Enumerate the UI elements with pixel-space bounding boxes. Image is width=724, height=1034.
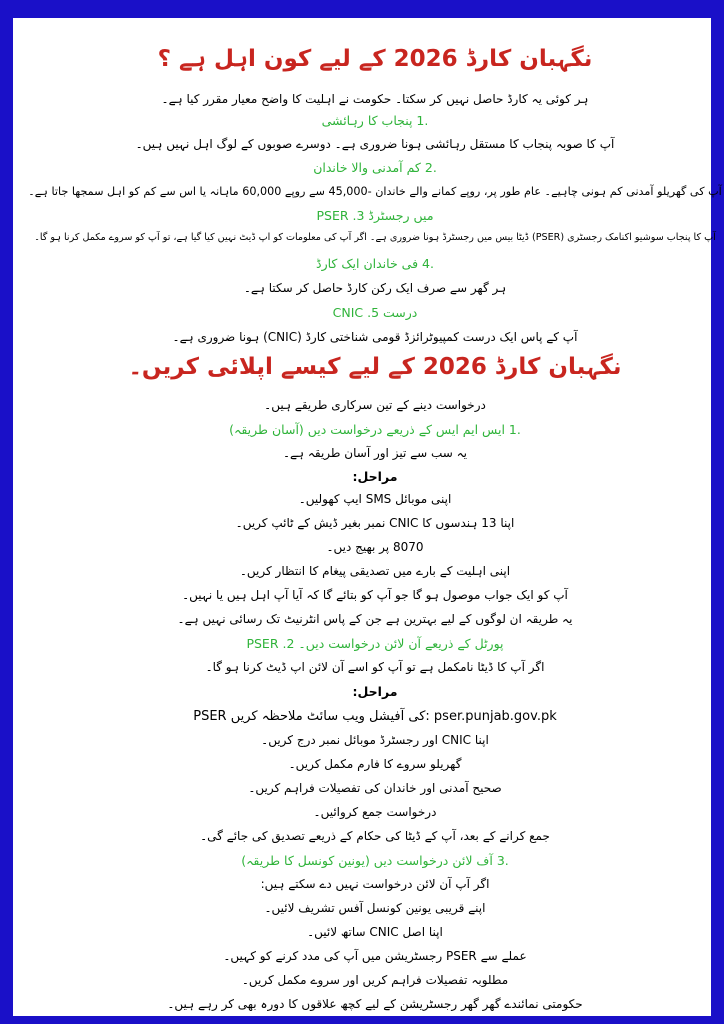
criterion-text-5: آپ کے پاس ایک درست کمپیوٹرائزڈ قومی شناختی کارڈ (CNIC) ہونا ضروری ہے۔: [172, 330, 578, 344]
eligibility-intro: ہر کوئی یہ کارڈ حاصل نہیں کر سکتا۔ حکومت نے اہلیت کا واضح معیار مقرر کیا ہے۔: [161, 92, 589, 106]
criterion-heading-1: .1 پنجاب کا رہائشی: [321, 113, 429, 128]
offline-line-5: مطلوبہ تفصیلات فراہم کریں اور سروے مکمل کریں۔: [241, 973, 509, 987]
method-offline-heading: .3 آف لائن درخواست دیں (یونین کونسل کا طریقہ): [241, 853, 509, 868]
sms-step-4: اپنی اہلیت کے بارے میں تصدیقی پیغام کا انتظار کریں۔: [239, 564, 511, 578]
method-sms-steps-label: مراحل:: [352, 469, 398, 484]
online-step-2: اپنا CNIC اور رجسٹرڈ موبائل نمبر درج کریں۔: [261, 733, 489, 747]
article-content: [26, 36, 724, 1034]
criterion-heading-5: CNIC .5 درست: [332, 305, 418, 320]
sms-step-2: اپنا 13 ہندسوں کا CNIC نمبر بغیر ڈیش کے ٹائپ کریں۔: [235, 516, 515, 530]
online-step-5: درخواست جمع کروائیں۔: [313, 805, 437, 819]
criterion-heading-3: PSER .3 میں رجسٹرڈ: [316, 208, 434, 223]
online-step-3: گھریلو سروے کا فارم مکمل کریں۔: [288, 757, 462, 771]
offline-line-4: عملے سے PSER رجسٹریشن میں آپ کی مدد کرنے کو کہیں۔: [223, 949, 527, 963]
criterion-heading-4: .4 فی خاندان ایک کارڈ: [316, 256, 434, 271]
criterion-text-3: آپ کا پنجاب سوشیو اکنامک رجسٹری (PSER) ڈیٹا بیس میں رجسٹرڈ ہونا ضروری ہے۔ اگر آپ کی معلومات کو اپ ڈیٹ نہیں کیا گیا ہے، تو آپ کو سروے مکمل کرنا ہو گا۔: [34, 232, 716, 243]
online-step-4: صحیح آمدنی اور خاندان کی تفصیلات فراہم کریں۔: [248, 781, 502, 795]
method-sms-heading: .1 ایس ایم ایس کے ذریعے درخواست دیں (آسان طریقہ): [229, 422, 521, 437]
sms-step-5: آپ کو ایک جواب موصول ہو گا جو آپ کو بتائے گا کہ آیا آپ اہل ہیں یا نہیں۔: [182, 588, 568, 602]
offline-line-6: حکومتی نمائندے گھر گھر رجسٹریشن کے لیے کچھ علاقوں کا دورہ بھی کر رہے ہیں۔: [167, 997, 583, 1011]
sms-step-3: 8070 پر بھیج دیں۔: [326, 540, 424, 554]
criterion-text-4: ہر گھر سے صرف ایک رکن کارڈ حاصل کر سکتا ہے۔: [243, 281, 507, 295]
offline-line-1: اگر آپ آن لائن درخواست نہیں دے سکتے ہیں:: [260, 877, 490, 891]
method-online-desc: اگر آپ کا ڈیٹا نامکمل ہے تو آپ کو اسے آن لائن اپ ڈیٹ کرنا ہو گا۔: [205, 660, 545, 674]
online-step-1: PSER کی آفیشل ویب سائٹ ملاحظہ کریں: pser.punjab.gov.pk: [193, 709, 557, 724]
criterion-text-1: آپ کا صوبہ پنجاب کا مستقل رہائشی ہونا ضروری ہے۔ دوسرے صوبوں کے لوگ اہل نہیں ہیں۔: [135, 137, 615, 151]
offline-line-3: اپنا اصل CNIC ساتھ لائیں۔: [307, 925, 443, 939]
criterion-text-2: آپ کی گھریلو آمدنی کم ہونی چاہیے۔ عام طور پر، روپے کمانے والے خاندان -45,000 سے روپے 60,000 ماہانہ یا اس سے کم کو اہل سمجھا جاتا ہے۔: [28, 185, 722, 198]
apply-intro: درخواست دینے کے تین سرکاری طریقے ہیں۔: [264, 398, 486, 412]
method-sms-desc: یہ سب سے تیز اور آسان طریقہ ہے۔: [282, 446, 468, 460]
method-online-steps-label: مراحل:: [352, 684, 398, 699]
offline-line-2: اپنے قریبی یونین کونسل آفس تشریف لائیں۔: [264, 901, 486, 915]
online-step-6: جمع کرانے کے بعد، آپ کے ڈیٹا کی حکام کے ذریعے تصدیق کی جائے گی۔: [200, 829, 550, 843]
criterion-heading-2: .2 کم آمدنی والا خاندان: [313, 160, 437, 175]
method-online-heading: PSER .2 پورٹل کے ذریعے آن لائن درخواست دیں۔: [246, 636, 504, 651]
eligibility-title: نگہبان کارڈ 2026 کے لیے کون اہل ہے ؟: [157, 46, 593, 72]
sms-step-6: یہ طریقہ ان لوگوں کے لیے بہترین ہے جن کے پاس انٹرنیٹ تک رسائی نہیں ہے۔: [177, 612, 573, 626]
apply-title: نگہبان کارڈ 2026 کے لیے کیسے اپلائی کریں۔: [128, 354, 622, 380]
sms-step-1: اپنی موبائل SMS ایپ کھولیں۔: [298, 492, 452, 506]
